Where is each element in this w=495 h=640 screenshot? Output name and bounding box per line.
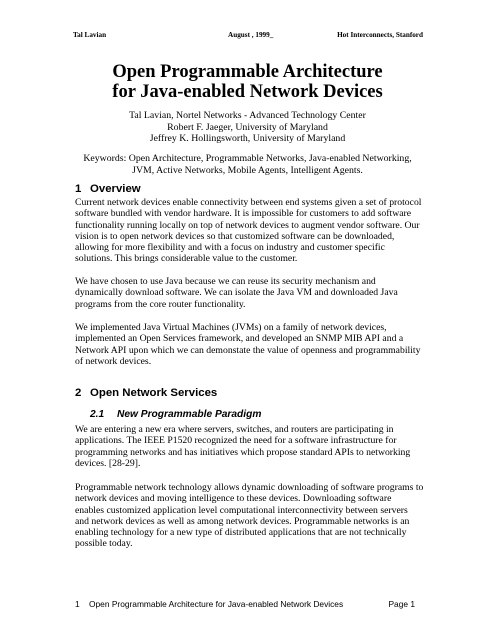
header-author: Tal Lavian xyxy=(73,31,107,39)
section-heading-overview xyxy=(75,183,141,195)
footer-title: Open Programmable Architecture for Java-enabled Network Devices xyxy=(89,599,344,609)
paper-title-line: for Java-enabled Network Devices xyxy=(112,82,383,102)
text-line: We are entering a new era where servers, switches, and routers are participating in xyxy=(75,424,394,435)
text-line: allowing for more flexibility and with a focus on industry and customer specific xyxy=(75,242,385,254)
subsection-heading xyxy=(90,409,261,420)
text-line: and network devices as well as among network devices. Programmable networks is an xyxy=(75,515,410,527)
text-line: applications. The IEEE P1520 recognized the need for a software infrastructure for xyxy=(75,435,397,447)
author-line: Tal Lavian, Nortel Networks - Advanced Technology Center xyxy=(129,110,366,121)
section-number: 2 xyxy=(75,387,82,399)
keywords xyxy=(0,153,495,176)
text-line: Programmable network technology allows dynamic downloading of software programs to xyxy=(75,482,424,493)
text-line: network devices and moving intelligence to these devices. Downloading software xyxy=(75,493,392,505)
section-number: 1 xyxy=(75,183,82,195)
paragraph xyxy=(75,322,430,367)
keywords-line: JVM, Active Networks, Mobile Agents, Intelligent Agents. xyxy=(132,164,363,176)
header-venue: Hot Interconnects, Stanford xyxy=(337,31,423,39)
text-line: We have chosen to use Java because we can reuse its security mechanism and xyxy=(75,276,376,287)
subsection-title: New Programmable Paradigm xyxy=(117,409,262,420)
page-number: Page 1 xyxy=(388,599,415,609)
paragraph xyxy=(75,424,430,469)
text-line: implemented an Open Services framework, and developed an SNMP MIB API and a xyxy=(75,333,404,345)
text-line: solutions. This brings considerable value to the customer. xyxy=(75,253,298,265)
author-line: Jeffrey K. Hollingsworth, University of Maryland xyxy=(149,133,346,144)
section-title: Open Network Services xyxy=(90,387,218,399)
text-line: devices. [28-29]. xyxy=(75,457,141,469)
text-line: enables customized application level computational interconnectivity between servers xyxy=(75,504,408,516)
paragraph xyxy=(75,276,430,310)
subsection-number: 2.1 xyxy=(90,409,105,420)
header-date: August , 1999_ xyxy=(228,31,274,39)
text-line: functionality running locally on top of network devices to augment vendor software. Our xyxy=(75,219,420,231)
text-line: We implemented Java Virtual Machines (JVMs) on a family of network devices, xyxy=(75,322,387,333)
text-line: vision is to open network devices so that customized software can be downloaded, xyxy=(75,230,395,242)
paper-title-line: Open Programmable Architecture xyxy=(112,62,383,82)
text-line: programs from the core router functionality. xyxy=(75,298,246,310)
page-footer xyxy=(75,599,415,611)
section-heading-open-network-services xyxy=(75,387,217,399)
text-line: Current network devices enable connectivity between end systems given a set of protocol xyxy=(75,197,422,208)
text-line: dynamically download software. We can isolate the Java VM and downloaded Java xyxy=(75,287,398,299)
author-line: Robert F. Jaeger, University of Maryland xyxy=(167,121,328,133)
keywords-line: Keywords: Open Architecture, Programmable Networks, Java-enabled Networking, xyxy=(83,153,412,164)
running-header xyxy=(73,31,423,43)
text-line: software bundled with vendor hardware. It is impossible for customers to add software xyxy=(75,208,412,220)
paper-title xyxy=(0,62,495,102)
text-line: enabling technology for a new type of distributed applications that are not technically xyxy=(75,527,407,539)
author-list xyxy=(0,110,495,145)
text-line: programming networks and has initiatives which propose standard APIs to networking xyxy=(75,446,411,458)
paragraph xyxy=(75,482,430,550)
text-line: possible today. xyxy=(75,538,133,550)
paragraph xyxy=(75,197,430,265)
section-title: Overview xyxy=(90,183,141,195)
text-line: of network devices. xyxy=(75,355,152,367)
footer-number: 1 xyxy=(75,599,80,609)
text-line: Network API upon which we can demonstate the value of openness and programmability xyxy=(75,344,421,356)
